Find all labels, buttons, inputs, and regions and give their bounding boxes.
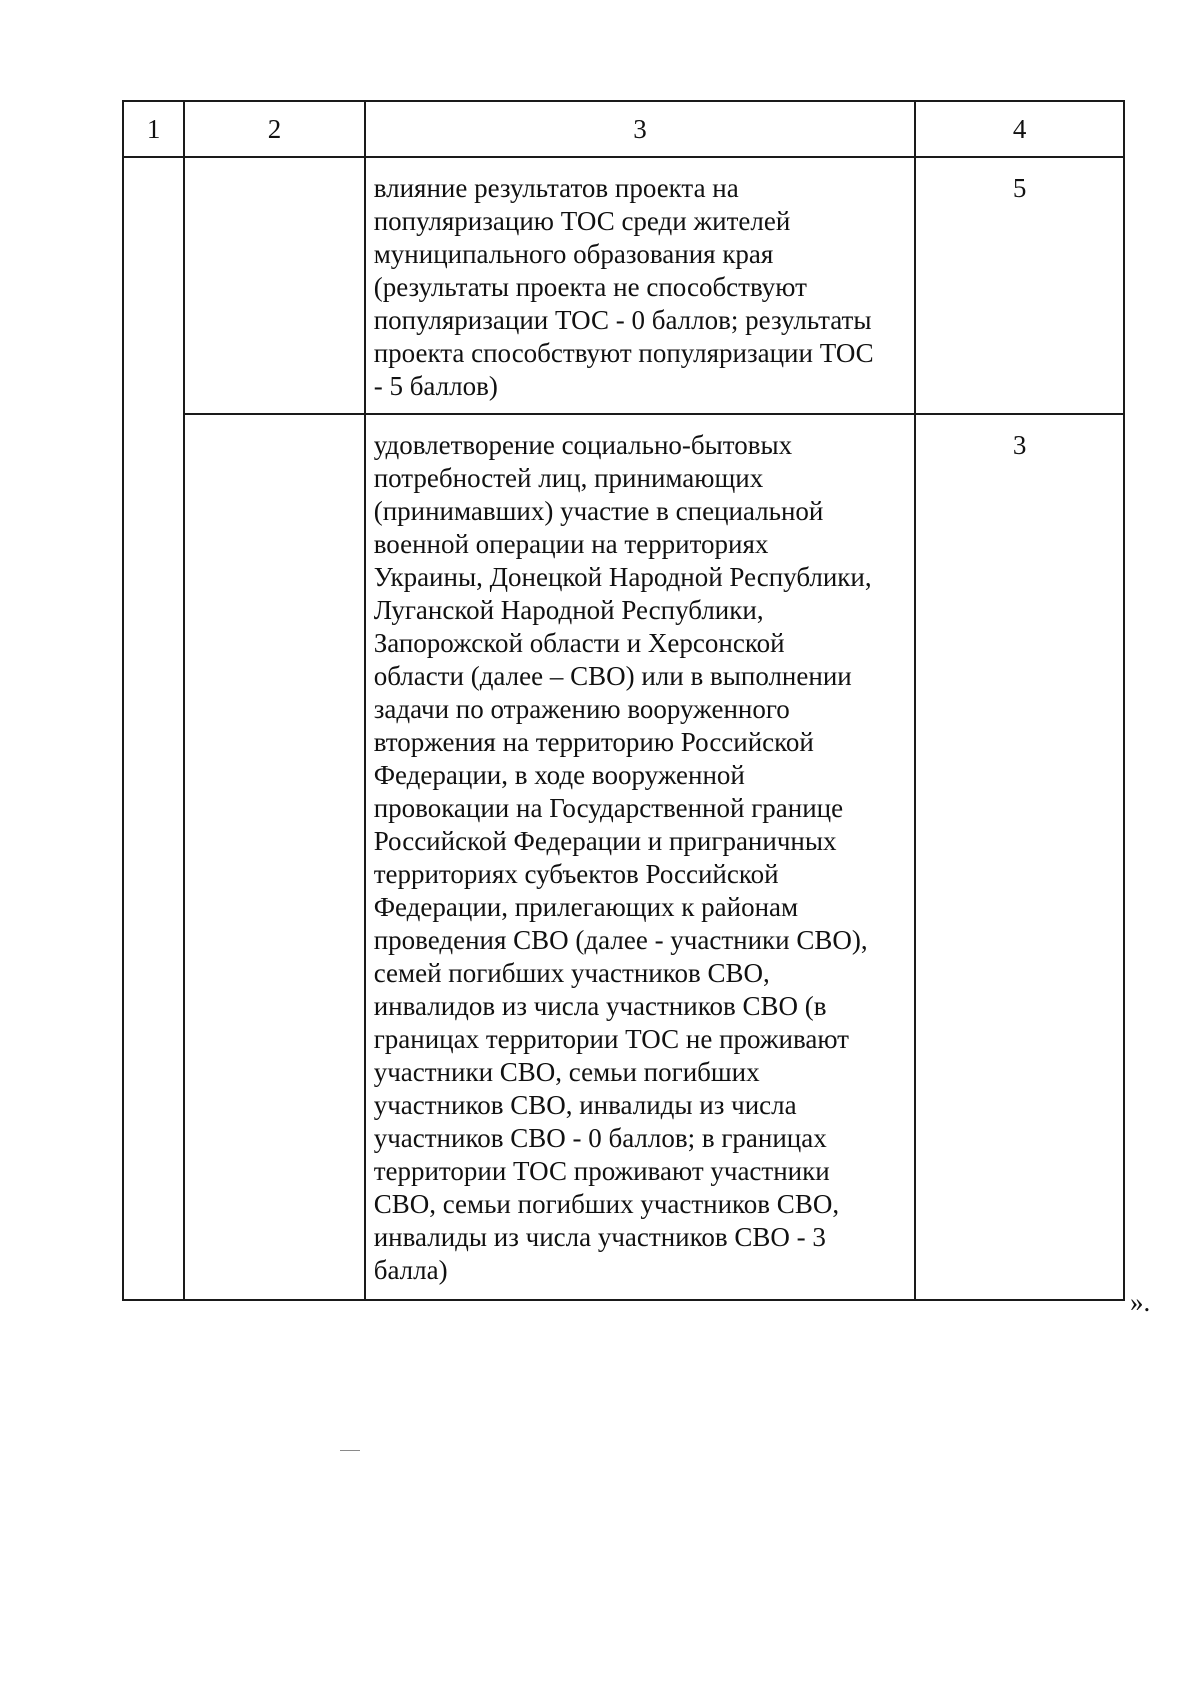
criterion-line: семей погибших участников СВО, [373, 958, 770, 988]
criterion-line: территории ТОС проживают участники [373, 1156, 830, 1186]
criterion-line: муниципального образования края [373, 239, 774, 269]
header-col-2: 2 [184, 101, 365, 157]
criterion-line: удовлетворение социально-бытовых [373, 430, 793, 460]
header-col-4: 4 [915, 101, 1124, 157]
score-cell: 5 [915, 157, 1124, 414]
table-row [123, 157, 1124, 414]
criterion-line: провокации на Государственной границе [373, 793, 844, 823]
table-header-row [123, 101, 1124, 157]
criterion-line: потребностей лиц, принимающих [373, 463, 764, 493]
header-col-3: 3 [365, 101, 916, 157]
empty-cell-col-2 [184, 414, 365, 1300]
criterion-line: военной операции на территориях [373, 529, 769, 559]
criterion-line: территориях субъектов Российской [373, 859, 779, 889]
criterion-line: проекта способствуют популяризации ТОС [373, 338, 874, 368]
criterion-text [365, 157, 916, 414]
criterion-line: - 5 баллов) [373, 371, 498, 401]
criterion-text [365, 414, 916, 1300]
header-col-1: 1 [123, 101, 184, 157]
criterion-line: популяризации ТОС - 0 баллов; результаты [373, 305, 872, 335]
scan-artifact [340, 1450, 360, 1451]
criterion-line: (принимавших) участие в специальной [373, 496, 824, 526]
criterion-line: Украины, Донецкой Народной Республики, [373, 562, 872, 592]
empty-cell-col-2 [184, 157, 365, 414]
criterion-line: инвалиды из числа участников СВО - 3 [373, 1222, 826, 1252]
criterion-line: задачи по отражению вооруженного [373, 694, 790, 724]
table-row [123, 414, 1124, 1300]
closing-quote-mark: ». [1130, 1287, 1151, 1317]
criterion-line: Российской Федерации и приграничных [373, 826, 837, 856]
criterion-line: проведения СВО (далее - участники СВО), [373, 925, 868, 955]
criterion-line: границах территории ТОС не проживают [373, 1024, 849, 1054]
criterion-line: влияние результатов проекта на [373, 173, 739, 203]
criterion-line: участников СВО, инвалиды из числа [373, 1090, 797, 1120]
criterion-line: Федерации, прилегающих к районам [373, 892, 799, 922]
criterion-line: участники СВО, семьи погибших [373, 1057, 760, 1087]
criterion-line: балла) [373, 1255, 448, 1285]
criterion-line: участников СВО - 0 баллов; в границах [373, 1123, 827, 1153]
criterion-line: инвалидов из числа участников СВО (в [373, 991, 827, 1021]
criterion-line: вторжения на территорию Российской [373, 727, 814, 757]
criterion-line: (результаты проекта не способствуют [373, 272, 807, 302]
score-cell: 3 [915, 414, 1124, 1300]
criterion-line: области (далее – СВО) или в выполнении [373, 661, 852, 691]
empty-cell-col-1 [123, 157, 184, 1300]
criterion-line: популяризацию ТОС среди жителей [373, 206, 791, 236]
criterion-line: СВО, семьи погибших участников СВО, [373, 1189, 840, 1219]
criterion-line: Луганской Народной Республики, [373, 595, 764, 625]
criterion-line: Федерации, в ходе вооруженной [373, 760, 745, 790]
criteria-table [122, 100, 1125, 1301]
criterion-line: Запорожской области и Херсонской [373, 628, 785, 658]
